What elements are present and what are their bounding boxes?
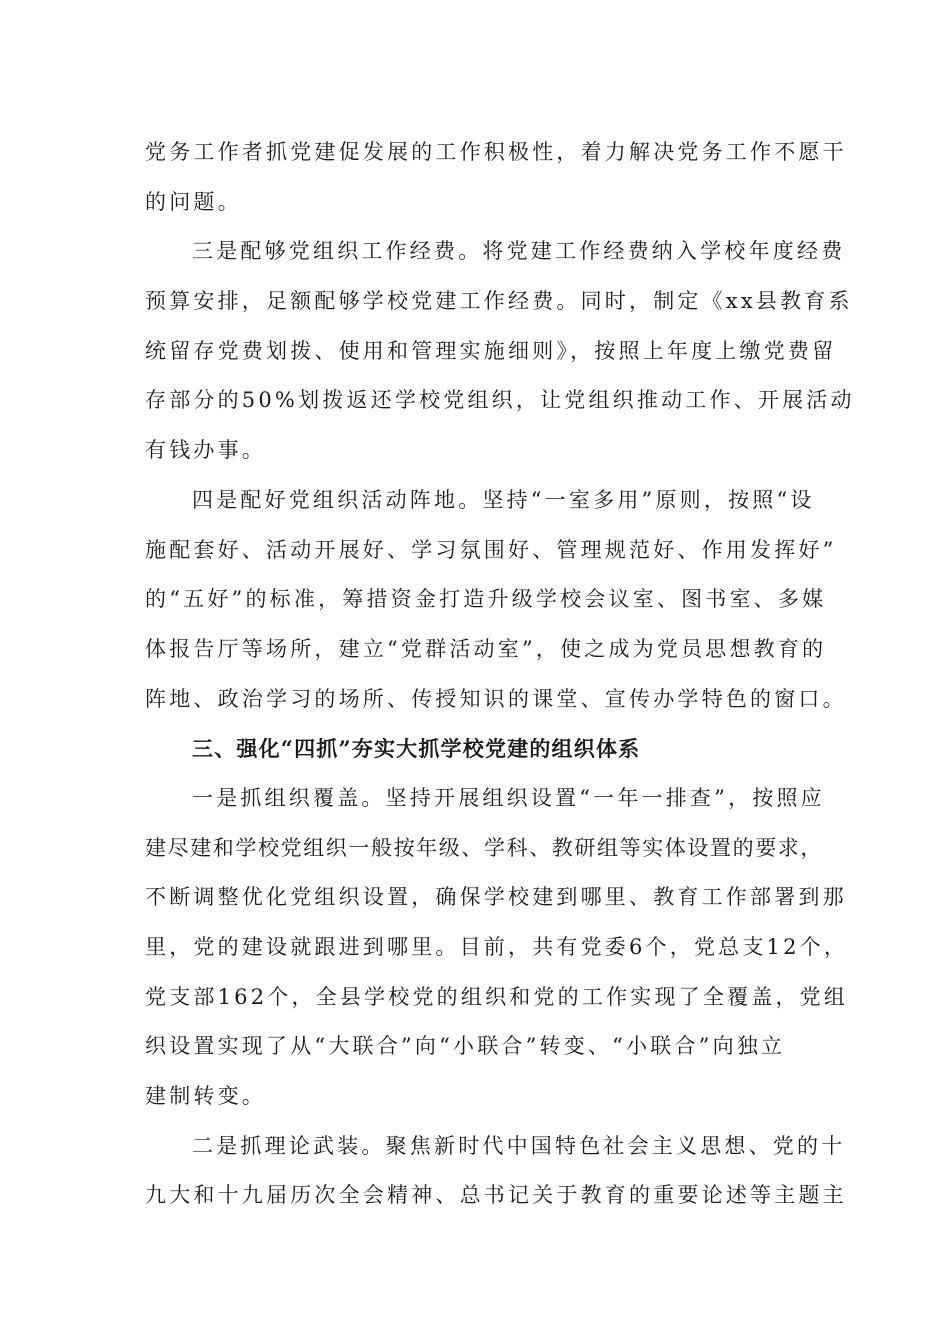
paragraph-first-line: 二是抓理论武装。聚焦新时代中国特色社会主义思想、党的十 (192, 1133, 846, 1158)
text-line: 党务工作者抓党建促发展的工作积极性，着力解决党务工作不愿干 (145, 140, 847, 164)
text-line: 施配套好、活动开展好、学习氛围好、管理规范好、作用发挥好” (145, 537, 837, 562)
text-line: 织设置实现了从“大联合”向“小联合”转变、“小联合”向独立 (145, 1034, 786, 1059)
text-line: 统留存党费划拨、使用和管理实施细则》，按照上年度上缴党费留 (145, 338, 837, 363)
text-line: 预算安排，足额配够学校党建工作经费。同时，制定《xx县教育系 (145, 289, 853, 314)
paragraph-first-line: 四是配好党组织活动阵地。坚持“一室多用”原则，按照“设 (192, 487, 815, 512)
text-line: 的“五好”的标准，筹措资金打造升级学校会议室、图书室、多媒 (145, 587, 827, 612)
text-line: 有钱办事。 (145, 438, 266, 463)
text-line: 阵地、政治学习的场所、传授知识的课堂、宣传办学特色的窗口。 (145, 686, 847, 711)
text-line: 存部分的50%划拨返还学校党组织，让党组织推动工作、开展活动 (145, 388, 855, 413)
text-line: 体报告厅等场所，建立“党群活动室”，使之成为党员思想教育的 (145, 636, 827, 661)
text-line: 党支部162个，全县学校党的组织和党的工作实现了全覆盖，党组 (145, 984, 849, 1009)
paragraph-first-line: 一是抓组织覆盖。坚持开展组织设置“一年一排查”，按照应 (192, 785, 825, 810)
paragraph-first-line: 三是配够党组织工作经费。将党建工作经费纳入学校年度经费 (192, 239, 846, 264)
text-line: 的问题。 (145, 189, 242, 214)
text-line: 不断调整优化党组织设置，确保学校建到哪里、教育工作部署到那 (145, 885, 847, 910)
document-body (145, 128, 855, 1221)
text-line: 建尽建和学校党组织一般按年级、学科、教研组等实体设置的要求， (145, 835, 823, 860)
text-line: 九大和十九届历次全会精神、总书记关于教育的重要论述等主题主 (145, 1183, 847, 1208)
text-line: 里，党的建设就跟进到哪里。目前，共有党委6个，党总支12个， (145, 935, 849, 959)
text-line: 建制转变。 (145, 1084, 266, 1109)
section-heading: 三、强化“四抓”夯实大抓学校党建的组织体系 (192, 736, 641, 762)
